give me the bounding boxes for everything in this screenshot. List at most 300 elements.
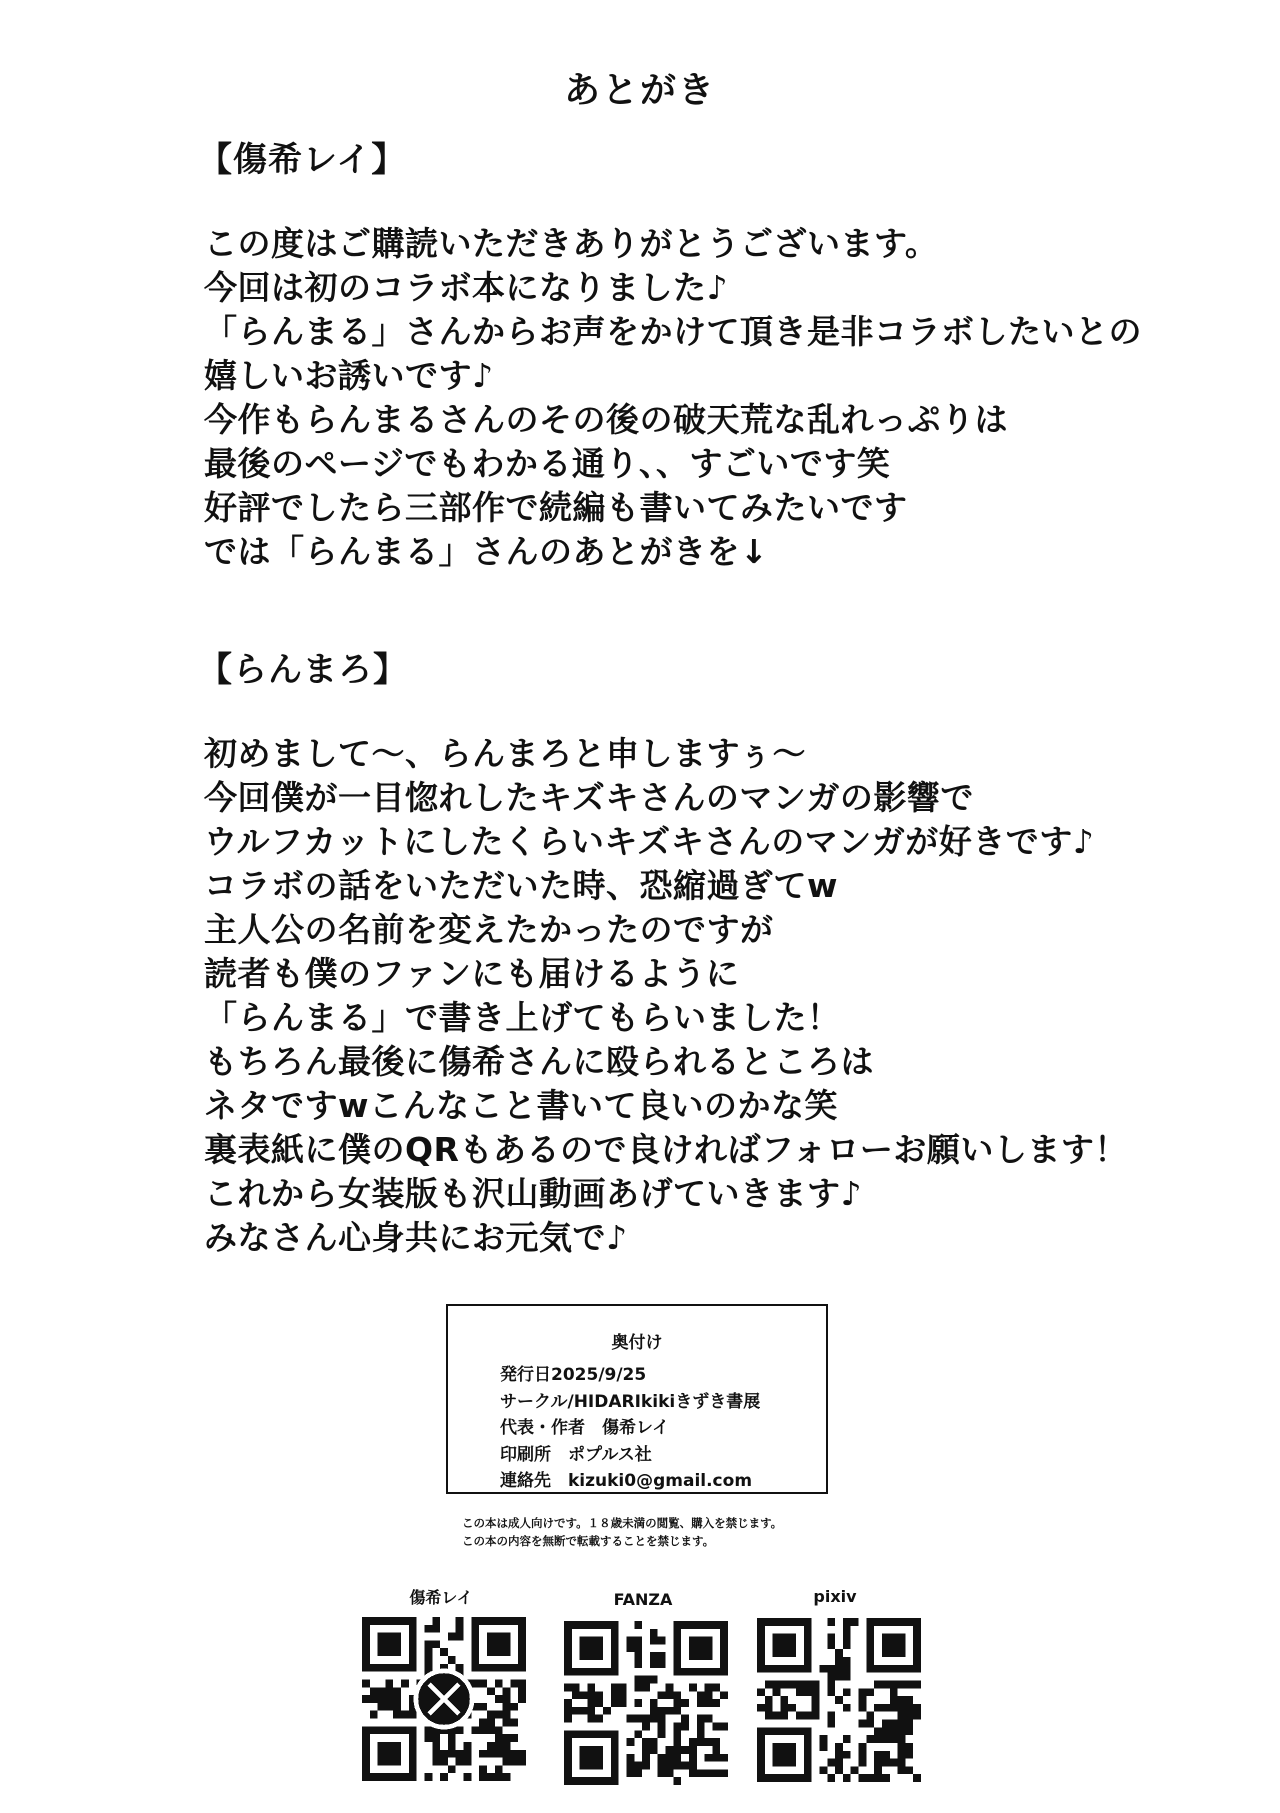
qr-module (564, 1699, 572, 1707)
qr-module (827, 1634, 835, 1642)
text-line: 「らんまる」で書き上げてもらいました！ (204, 998, 841, 1037)
text-line: この度はご購読いただきありがとうございます。 (204, 224, 939, 263)
qr-module (898, 1720, 906, 1728)
text-line: ネタですwこんなこと書いて良いのかな笑 (204, 1086, 838, 1125)
qr-module (882, 1680, 890, 1688)
colophon-author: 代表・作者 傷希レイ (500, 1418, 670, 1438)
qr-module (479, 1773, 487, 1781)
qr-module (464, 1758, 472, 1766)
colophon-box (446, 1304, 828, 1494)
adult-notice: この本は成人向けです。１８歳未満の閲覧、購入を禁じます。 (462, 1516, 783, 1530)
qr-module (712, 1746, 720, 1754)
qr-module (788, 1704, 796, 1712)
qr-module (913, 1774, 921, 1782)
qr-module (697, 1769, 705, 1777)
qr-module (448, 1742, 456, 1750)
qr-module (905, 1704, 913, 1712)
qr-module (626, 1754, 634, 1762)
qr-module (835, 1649, 843, 1657)
qr-module (487, 1773, 495, 1781)
qr-module (874, 1727, 882, 1735)
qr-module (495, 1765, 503, 1773)
qr-module (510, 1758, 518, 1766)
qr-module (673, 1699, 681, 1707)
qr-module (898, 1712, 906, 1720)
qr-module (843, 1704, 851, 1712)
qr-module (626, 1762, 634, 1770)
qr-module (634, 1769, 642, 1777)
qr-module (479, 1703, 487, 1711)
colophon-publish-date: 発行日2025/9/25 (500, 1365, 647, 1385)
qr-module (603, 1707, 611, 1715)
qr-module (456, 1758, 464, 1766)
qr-module (503, 1742, 511, 1750)
qr-module (424, 1640, 432, 1648)
qr-module (859, 1774, 867, 1782)
qr-module (587, 1707, 595, 1715)
qr-module (882, 1704, 890, 1712)
qr-module (812, 1696, 820, 1704)
qr-module (642, 1715, 650, 1723)
qr-module (712, 1699, 720, 1707)
qr-module (658, 1660, 666, 1668)
qr-module (905, 1751, 913, 1759)
qr-module (843, 1665, 851, 1673)
qr-module (843, 1751, 851, 1759)
qr-module (835, 1766, 843, 1774)
qr-module (456, 1617, 464, 1625)
qr-module (905, 1766, 913, 1774)
qr-module (642, 1754, 650, 1762)
qr-module (827, 1774, 835, 1782)
qr-module (424, 1648, 432, 1656)
qr-module (503, 1773, 511, 1781)
qr-module (712, 1683, 720, 1691)
qr-module (587, 1683, 595, 1691)
qr-module (424, 1773, 432, 1781)
qr-module (456, 1625, 464, 1633)
qr-module (658, 1730, 666, 1738)
qr-module (479, 1679, 487, 1687)
qr-module (471, 1679, 479, 1687)
qr-module (765, 1696, 773, 1704)
qr-module (843, 1641, 851, 1649)
qr-module (697, 1699, 705, 1707)
qr-module (385, 1687, 393, 1695)
qr-module (835, 1673, 843, 1681)
qr-module (843, 1774, 851, 1782)
qr-module (572, 1683, 580, 1691)
qr-module (882, 1720, 890, 1728)
qr-module (393, 1711, 401, 1719)
qr-module (658, 1715, 666, 1723)
qr-module (705, 1699, 713, 1707)
qr-module (362, 1695, 370, 1703)
text-line: みなさん心身共にお元気で♪ (204, 1218, 628, 1257)
qr-module (788, 1680, 796, 1688)
qr-module (479, 1726, 487, 1734)
text-line: では「らんまる」さんのあとがきを↓ (204, 532, 769, 571)
qr-module (464, 1773, 472, 1781)
qr-module (859, 1696, 867, 1704)
qr-module (626, 1715, 634, 1723)
qr-module (487, 1726, 495, 1734)
legal-notices (462, 1514, 782, 1550)
qr-module (424, 1625, 432, 1633)
qr-module (650, 1660, 658, 1668)
qr-module (634, 1715, 642, 1723)
qr-module (619, 1699, 627, 1707)
qr-module (843, 1657, 851, 1665)
qr-module (487, 1687, 495, 1695)
qr-module (393, 1703, 401, 1711)
qr-module (658, 1652, 666, 1660)
qr-module (378, 1687, 386, 1695)
text-line: 今回は初のコラボ本になりました♪ (204, 268, 729, 307)
qr-module (510, 1719, 518, 1727)
qr-module (510, 1679, 518, 1687)
qr-module (518, 1750, 526, 1758)
qr-module (385, 1703, 393, 1711)
qr-module (843, 1673, 851, 1681)
qr-module (409, 1711, 417, 1719)
qr-module (835, 1657, 843, 1665)
qr-module (448, 1765, 456, 1773)
qr-module (673, 1691, 681, 1699)
qr-module (440, 1750, 448, 1758)
colophon-printer: 印刷所 ポプルス社 (500, 1444, 652, 1465)
qr-module (827, 1720, 835, 1728)
colophon-title: 奥付け (611, 1333, 663, 1353)
qr-module (882, 1759, 890, 1767)
qr-module (503, 1750, 511, 1758)
qr-module (882, 1727, 890, 1735)
qr-module (890, 1720, 898, 1728)
qr-module (835, 1751, 843, 1759)
text-line: 嬉しいお誘いです♪ (204, 356, 494, 395)
qr-module (666, 1769, 674, 1777)
qr-module (564, 1683, 572, 1691)
qr-module (626, 1637, 634, 1645)
qr-module (757, 1704, 765, 1712)
qr-module (697, 1738, 705, 1746)
qr-module (495, 1750, 503, 1758)
qr-module (564, 1715, 572, 1723)
qr-module (611, 1691, 619, 1699)
qr-module (495, 1679, 503, 1687)
qr-module (843, 1618, 851, 1626)
qr-module (835, 1696, 843, 1704)
qr-module (765, 1712, 773, 1720)
collaborator-afterword (204, 732, 1128, 1260)
qr-module (626, 1769, 634, 1777)
qr-module (518, 1687, 526, 1695)
qr-module (572, 1691, 580, 1699)
qr-module (595, 1699, 603, 1707)
qr-module (765, 1704, 773, 1712)
qr-module (495, 1711, 503, 1719)
qr-module (874, 1751, 882, 1759)
qr-module (712, 1754, 720, 1762)
qr-module (898, 1766, 906, 1774)
qr-module (874, 1774, 882, 1782)
qr-module (796, 1680, 804, 1688)
qr-module (913, 1712, 921, 1720)
qr-module (595, 1715, 603, 1723)
qr-module (580, 1691, 588, 1699)
qr-module (440, 1758, 448, 1766)
qr-module (503, 1695, 511, 1703)
qr-module (666, 1746, 674, 1754)
qr-module (448, 1750, 456, 1758)
qr-module (424, 1734, 432, 1742)
qr-module (503, 1687, 511, 1695)
qr-module (503, 1703, 511, 1711)
qr-module (827, 1759, 835, 1767)
qr-module (479, 1719, 487, 1727)
qr-module (572, 1707, 580, 1715)
text-line: 裏表紙に僕のQRもあるので良ければフォローお願いします！ (204, 1130, 1128, 1169)
qr-module (650, 1629, 658, 1637)
qr-module (898, 1704, 906, 1712)
qr-module (882, 1735, 890, 1743)
qr-module (448, 1633, 456, 1641)
qr-module (424, 1726, 432, 1734)
qr-module (642, 1738, 650, 1746)
text-line: 主人公の名前を変えたかったのですが (204, 910, 774, 949)
qr-module (650, 1746, 658, 1754)
qr-module (503, 1734, 511, 1742)
qr-module (401, 1679, 409, 1687)
qr-module (634, 1762, 642, 1770)
qr-module (898, 1727, 906, 1735)
colophon-circle: サークル/HIDARIkikiきずき書展 (500, 1391, 761, 1412)
qr-module (765, 1680, 773, 1688)
qr-module (448, 1734, 456, 1742)
qr-module (432, 1625, 440, 1633)
text-line: ウルフカットにしたくらいキズキさんのマンガが好きです♪ (204, 822, 1095, 861)
text-line: 「らんまる」さんからお声をかけて頂き是非コラボしたいとの (204, 312, 1142, 351)
qr-module (697, 1715, 705, 1723)
qr-module (650, 1715, 658, 1723)
qr-module (905, 1696, 913, 1704)
qr-module (432, 1758, 440, 1766)
qr-module (378, 1703, 386, 1711)
qr-module (827, 1673, 835, 1681)
qr-module (658, 1637, 666, 1645)
qr-module (432, 1750, 440, 1758)
qr-module (812, 1704, 820, 1712)
qr-module (890, 1759, 898, 1767)
qr-module (843, 1626, 851, 1634)
qr-module (658, 1723, 666, 1731)
qr-module (898, 1743, 906, 1751)
qr-module (874, 1759, 882, 1767)
qr-module (712, 1723, 720, 1731)
qr-module (642, 1762, 650, 1770)
qr-module (843, 1735, 851, 1743)
colophon-contact: 連絡先 kizuki0@gmail.com (500, 1471, 753, 1491)
qr-module (587, 1699, 595, 1707)
qr-module (804, 1680, 812, 1688)
qr-module (689, 1754, 697, 1762)
qr-module (780, 1704, 788, 1712)
qr-module (440, 1648, 448, 1656)
qr-module (890, 1727, 898, 1735)
qr-module (432, 1734, 440, 1742)
qr-module (890, 1688, 898, 1696)
qr-module (510, 1750, 518, 1758)
qr-module (898, 1751, 906, 1759)
qr-module (642, 1676, 650, 1684)
qr-module (487, 1742, 495, 1750)
qr-module (385, 1679, 393, 1687)
qr-module (705, 1769, 713, 1777)
qr-module (518, 1679, 526, 1687)
qr-module (827, 1618, 835, 1626)
qr-module (874, 1735, 882, 1743)
qr-module (393, 1687, 401, 1695)
qr-module (689, 1738, 697, 1746)
qr-code-fanza[interactable] (564, 1621, 728, 1785)
qr-module (456, 1726, 464, 1734)
qr-module (495, 1773, 503, 1781)
qr-module (658, 1754, 666, 1762)
qr-module (913, 1680, 921, 1688)
qr-module (851, 1766, 859, 1774)
qr-module (666, 1754, 674, 1762)
qr-module (510, 1703, 518, 1711)
qr-module (362, 1679, 370, 1687)
qr-code-author[interactable] (362, 1617, 526, 1781)
text-line: 最後のページでもわかる通り、、すごいです笑 (204, 444, 891, 483)
qr-module (611, 1699, 619, 1707)
qr-module (658, 1762, 666, 1770)
qr-module (666, 1691, 674, 1699)
qr-module (697, 1730, 705, 1738)
qr-module (882, 1774, 890, 1782)
qr-module (697, 1723, 705, 1731)
qr-module (658, 1707, 666, 1715)
qr-label-pixiv: pixiv (813, 1587, 857, 1606)
qr-module (595, 1691, 603, 1699)
qr-module (673, 1777, 681, 1785)
qr-module (479, 1765, 487, 1773)
qr-module (634, 1644, 642, 1652)
qr-module (424, 1656, 432, 1664)
text-line: もちろん最後に傷希さんに殴られるところは (204, 1042, 874, 1081)
qr-module (874, 1704, 882, 1712)
section-heading-collaborator: 【らんまろ】 (198, 650, 408, 690)
qr-module (626, 1738, 634, 1746)
qr-module (866, 1688, 874, 1696)
qr-module (859, 1704, 867, 1712)
qr-module (859, 1759, 867, 1767)
qr-module (720, 1754, 728, 1762)
text-line: 読者も僕のファンにも届けるように (204, 954, 740, 993)
qr-module (487, 1719, 495, 1727)
qr-module (780, 1712, 788, 1720)
text-line: コラボの話をいただいた時、恐縮過ぎてw (204, 866, 838, 905)
qr-module (518, 1758, 526, 1766)
qr-module (642, 1683, 650, 1691)
qr-module (626, 1644, 634, 1652)
qr-module (689, 1746, 697, 1754)
text-line: これから女装版も沢山動画あげていきます♪ (204, 1174, 863, 1213)
qr-module (673, 1762, 681, 1770)
qr-module (697, 1691, 705, 1699)
x-logo-icon (416, 1671, 472, 1727)
qr-module (819, 1766, 827, 1774)
qr-module (905, 1727, 913, 1735)
qr-module (634, 1699, 642, 1707)
qr-module (378, 1695, 386, 1703)
qr-module (634, 1621, 642, 1629)
qr-module (773, 1680, 781, 1688)
text-line: 好評でしたら三部作で続編も書いてみたいです (204, 488, 908, 527)
qr-module (827, 1680, 835, 1688)
qr-module (634, 1730, 642, 1738)
qr-module (503, 1758, 511, 1766)
qr-module (705, 1691, 713, 1699)
qr-module (819, 1743, 827, 1751)
qr-module (370, 1687, 378, 1695)
qr-module (913, 1704, 921, 1712)
qr-module (424, 1664, 432, 1672)
qr-module (689, 1683, 697, 1691)
qr-code-pixiv[interactable] (757, 1618, 921, 1782)
copyright-notice: この本の内容を無断で転載することを禁じます。 (462, 1534, 715, 1548)
qr-module (859, 1688, 867, 1696)
qr-module (804, 1712, 812, 1720)
qr-module (666, 1762, 674, 1770)
qr-module (666, 1683, 674, 1691)
qr-module (812, 1712, 820, 1720)
qr-module (634, 1676, 642, 1684)
qr-module (859, 1720, 867, 1728)
text-line: 初めまして〜、らんまろと申しますぅ〜 (204, 734, 807, 773)
qr-module (874, 1680, 882, 1688)
qr-module (471, 1726, 479, 1734)
qr-module (780, 1696, 788, 1704)
qr-module (890, 1704, 898, 1712)
qr-module (757, 1688, 765, 1696)
qr-module (587, 1715, 595, 1723)
qr-module (681, 1723, 689, 1731)
qr-module (666, 1707, 674, 1715)
qr-module (859, 1743, 867, 1751)
qr-module (898, 1735, 906, 1743)
qr-module (720, 1769, 728, 1777)
qr-module (689, 1769, 697, 1777)
qr-module (393, 1695, 401, 1703)
qr-module (720, 1691, 728, 1699)
qr-module (658, 1769, 666, 1777)
qr-module (712, 1769, 720, 1777)
qr-module (658, 1691, 666, 1699)
qr-module (773, 1712, 781, 1720)
qr-module (432, 1640, 440, 1648)
qr-module (634, 1652, 642, 1660)
qr-module (712, 1738, 720, 1746)
qr-module (866, 1712, 874, 1720)
qr-module (843, 1688, 851, 1696)
qr-module (518, 1695, 526, 1703)
qr-module (448, 1656, 456, 1664)
qr-module (796, 1688, 804, 1696)
qr-module (611, 1683, 619, 1691)
qr-module (890, 1680, 898, 1688)
